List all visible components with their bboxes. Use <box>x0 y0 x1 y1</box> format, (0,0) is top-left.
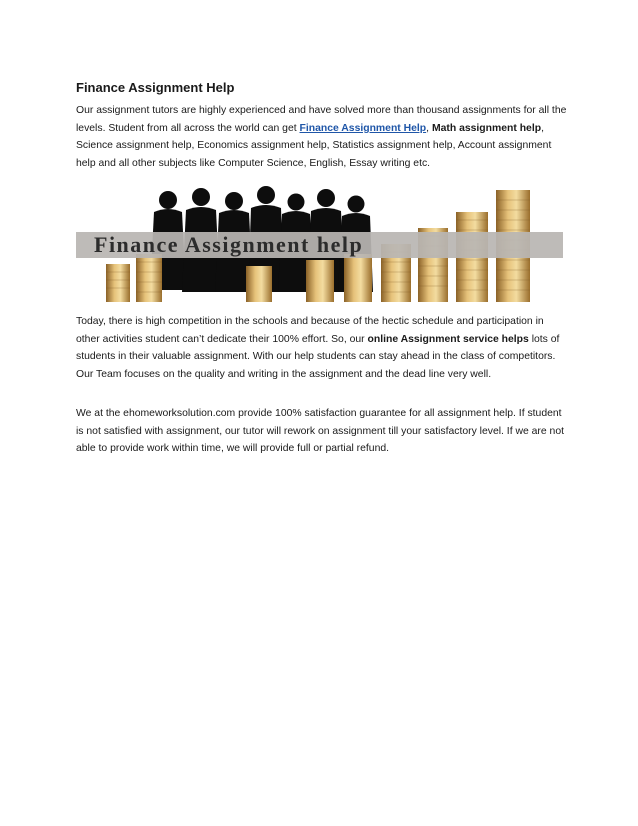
intro-section <box>76 79 568 172</box>
intro-paragraph <box>76 102 568 172</box>
competition-text-1: Today, there is high competition in the schools and because of the hectic schedule and participation in other activities student can’t dedicate their 100% effort. So, our <box>76 316 544 345</box>
online-service-bold: online Assignment service helps <box>367 333 529 345</box>
competition-section <box>76 313 568 383</box>
competition-text-2: lots of students in their valuable assignment. With our help students can stay ahead in the class of competitors. Our Team focuses on the quality and writing in the assignment and the dead line very well. <box>76 333 560 380</box>
intro-text-3: , Science assignment help, Economics assignment help, Statistics assignment help, Account assignment help and all other subjects like Computer Science, English, Essay writing etc. <box>76 122 552 169</box>
finance-assignment-help-link[interactable]: Finance Assignment Help <box>299 122 427 134</box>
finance-banner-image <box>76 180 563 305</box>
guarantee-paragraph: We at the ehomeworksolution.com provide 100% satisfaction guarantee for all assignment help. If student is not satisfied with assignment, our tutor will rework on assignment till your satisfactory level. If we are not able to provide work within time, we will provide full or partial refund. <box>76 408 564 455</box>
intro-text-2: , <box>426 122 432 134</box>
math-assignment-help-bold: Math assignment help <box>431 122 542 134</box>
page-title: Finance Assignment Help <box>76 80 235 95</box>
banner-title: Finance Assignment help <box>94 232 364 257</box>
guarantee-section <box>76 405 568 458</box>
competition-paragraph <box>76 313 568 383</box>
intro-text-1: Our assignment tutors are highly experienced and have solved more than thousand assignments for all the levels. Student from all across the world can get <box>76 105 567 134</box>
